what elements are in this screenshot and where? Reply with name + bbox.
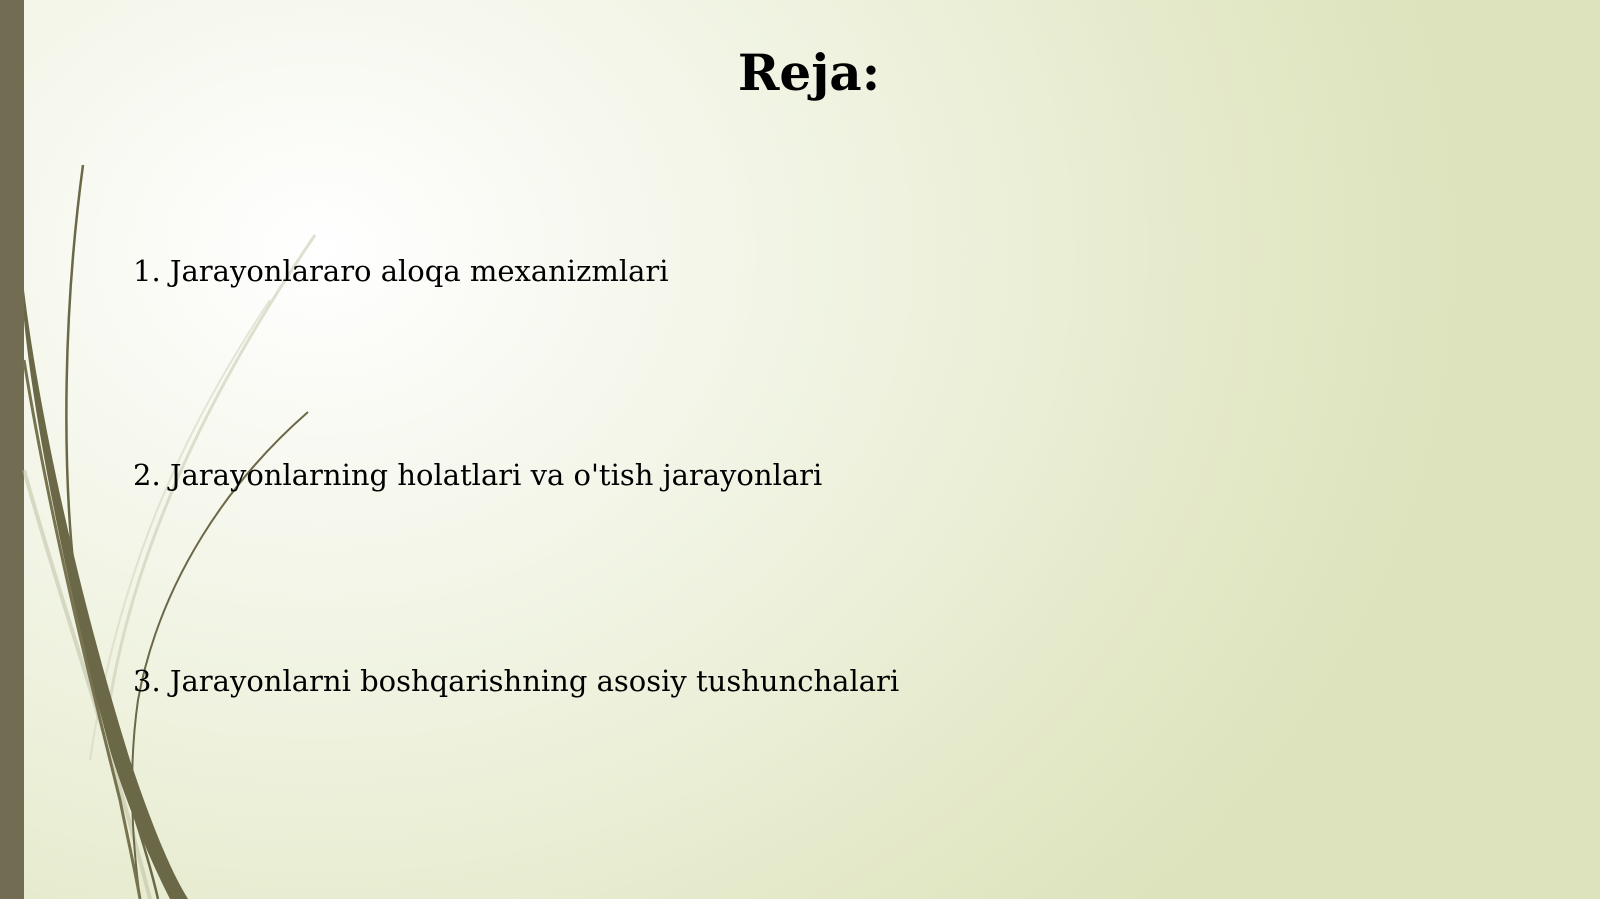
slide-title: Reja:	[737, 43, 881, 102]
plan-item-3: 3. Jarayonlarni boshqarishning asosiy tushunchalari	[133, 664, 900, 698]
grass-decoration-icon	[0, 0, 340, 899]
plan-item-1: 1. Jarayonlararo aloqa mexanizmlari	[133, 254, 669, 288]
plan-item-2: 2. Jarayonlarning holatlari va o'tish jarayonlari	[133, 458, 823, 492]
